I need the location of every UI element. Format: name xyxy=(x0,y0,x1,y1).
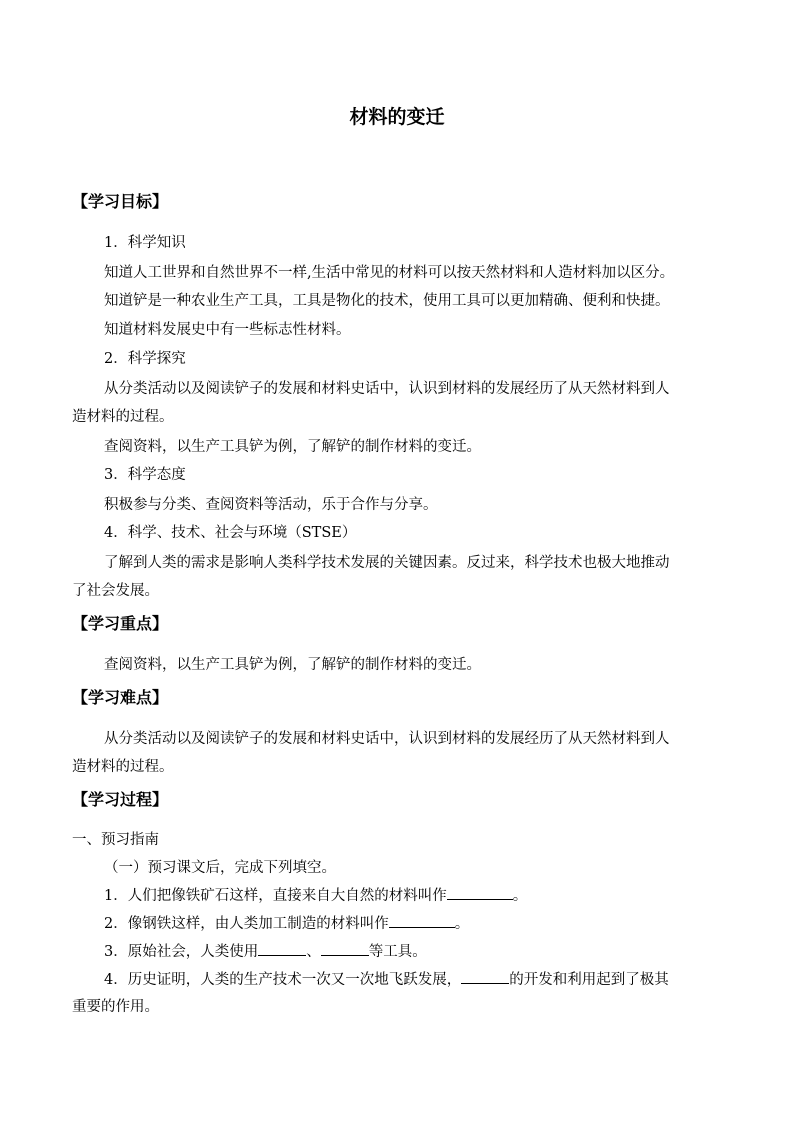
answer-blank-4[interactable] xyxy=(461,968,509,984)
attitude-subtitle: 3．科学态度 xyxy=(104,467,186,483)
key-point-1: 查阅资料，以生产工具铲为例，了解铲的制作材料的变迁。 xyxy=(104,657,481,673)
process-heading: 【学习过程】 xyxy=(72,790,169,809)
key-points-heading: 【学习重点】 xyxy=(72,614,169,633)
question-4-text: 4．历史证明，人类的生产技术一次又一次地飞跃发展， xyxy=(104,972,462,988)
preview-guide-title: 一、预习指南 xyxy=(72,832,159,848)
question-1-end: 。 xyxy=(512,888,528,904)
knowledge-point-2: 知道铲是一种农业生产工具，工具是物化的技术，使用工具可以更加精确、便利和快捷。 xyxy=(104,293,670,309)
question-3-end: 等工具。 xyxy=(368,944,427,960)
knowledge-point-3: 知道材料发展史中有一些标志性材料。 xyxy=(104,322,351,338)
fill-question-3 xyxy=(104,940,427,963)
fill-question-4 xyxy=(104,968,669,991)
question-4-continued: 的开发和利用起到了极其 xyxy=(509,972,669,988)
fill-question-4-line-2: 重要的作用。 xyxy=(72,999,159,1015)
stse-point-1-line-2: 了社会发展。 xyxy=(72,583,159,599)
answer-blank-3a[interactable] xyxy=(258,940,306,956)
difficulty-point-1-line-1: 从分类活动以及阅读铲子的发展和材料史话中，认识到材料的发展经历了从天然材料到人 xyxy=(104,731,670,747)
answer-blank-3b[interactable] xyxy=(321,940,369,956)
inquiry-subtitle: 2．科学探究 xyxy=(104,351,186,367)
attitude-point-1: 积极参与分类、查阅资料等活动，乐于合作与分享。 xyxy=(104,497,438,513)
stse-point-1-line-1: 了解到人类的需求是影响人类科学技术发展的关键因素。反过来，科学技术也极大地推动 xyxy=(104,555,670,571)
knowledge-subtitle: 1．科学知识 xyxy=(104,235,186,251)
answer-blank-2[interactable] xyxy=(389,912,455,928)
fill-question-2 xyxy=(104,912,469,935)
answer-blank-1[interactable] xyxy=(447,884,513,900)
knowledge-point-1: 知道人工世界和自然世界不一样,生活中常见的材料可以按天然材料和人造材料加以区分。 xyxy=(104,265,675,281)
fill-question-1 xyxy=(104,884,527,907)
preview-subsection-title: （一）预习课文后，完成下列填空。 xyxy=(104,860,336,876)
question-2-text: 2．像钢铁这样，由人类加工制造的材料叫作 xyxy=(104,916,389,932)
question-3-separator: 、 xyxy=(306,944,321,960)
difficulties-heading: 【学习难点】 xyxy=(72,688,169,707)
question-1-text: 1．人们把像铁矿石这样，直接来自大自然的材料叫作 xyxy=(104,888,447,904)
inquiry-point-1-line-2: 造材料的过程。 xyxy=(72,409,174,425)
inquiry-point-2: 查阅资料，以生产工具铲为例，了解铲的制作材料的变迁。 xyxy=(104,439,481,455)
question-2-end: 。 xyxy=(454,916,470,932)
document-title: 材料的变迁 xyxy=(349,106,445,128)
goals-heading: 【学习目标】 xyxy=(72,192,169,211)
question-3-text: 3．原始社会，人类使用 xyxy=(104,944,259,960)
difficulty-point-1-line-2: 造材料的过程。 xyxy=(72,759,174,775)
stse-subtitle: 4．科学、技术、社会与环境（STSE） xyxy=(104,525,357,541)
inquiry-point-1-line-1: 从分类活动以及阅读铲子的发展和材料史话中，认识到材料的发展经历了从天然材料到人 xyxy=(104,381,670,397)
